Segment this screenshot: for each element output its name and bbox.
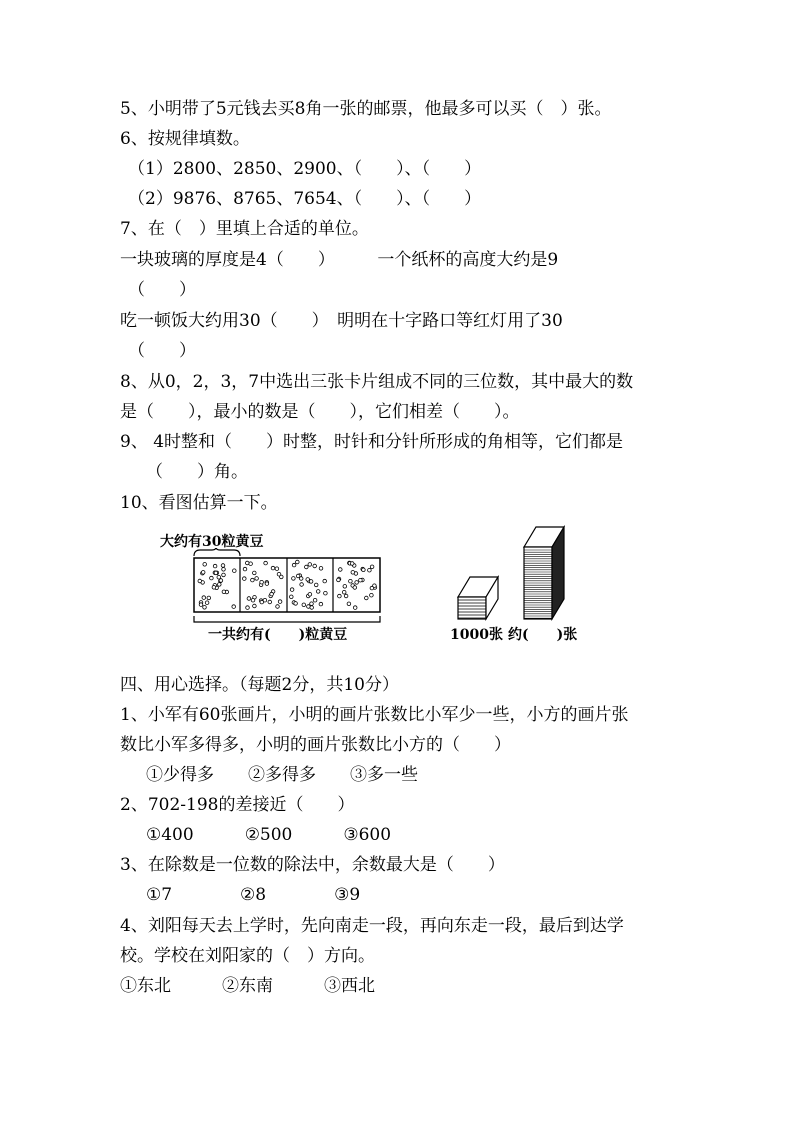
question-7-line-3: 吃一顿饭大约用30（ ） 明明在十字路口等红灯用了30: [120, 311, 563, 331]
bean-dot: [365, 596, 369, 600]
bean-dot: [370, 565, 374, 569]
bean-dot: [203, 606, 207, 610]
bean-dot: [316, 590, 320, 594]
choice-3-options: ①7 ②8 ③9: [146, 885, 361, 905]
bean-dot: [294, 602, 298, 606]
bean-dot: [199, 603, 203, 607]
bean-dot: [255, 577, 259, 581]
bean-dot: [324, 591, 328, 595]
question-6-sub-2: （2）9876、8765、7654、（ ）、（ ）: [128, 189, 482, 209]
big-stack-label: 约( )张: [508, 627, 578, 643]
bean-dot: [271, 566, 275, 570]
bean-dot: [296, 560, 300, 564]
bean-dot: [214, 571, 218, 575]
bean-dot: [292, 563, 296, 567]
small-stack-label: 1000张: [450, 627, 503, 643]
choice-3: 3、在除数是一位数的除法中，余数最大是（ ）: [120, 855, 505, 875]
bean-dot: [251, 578, 255, 582]
question-10-title: 10、看图估算一下。: [120, 493, 278, 513]
bean-dot: [308, 563, 312, 567]
bean-dot: [339, 568, 343, 572]
bean-dot: [278, 600, 282, 604]
bean-dot: [213, 564, 217, 568]
bean-dot: [265, 582, 269, 586]
bean-dot: [276, 605, 280, 609]
bean-dot: [243, 577, 247, 581]
beans-label: 大约有30粒黄豆: [160, 534, 264, 550]
bean-dot: [338, 594, 342, 598]
bean-dot: [246, 606, 250, 610]
question-8-line-1: 8、从0，2，3，7中选出三张卡片组成不同的三位数，其中最大的数: [120, 372, 634, 392]
bean-dot: [264, 561, 268, 565]
bean-dot: [217, 575, 221, 579]
choice-4-options: ①东北 ②东南 ③西北: [120, 976, 375, 996]
bean-dot: [323, 579, 327, 583]
bean-dot: [290, 588, 294, 592]
bean-dot: [251, 598, 255, 602]
bean-dot: [351, 571, 355, 575]
bean-dot: [270, 592, 274, 596]
question-7-line-4: （ ）: [128, 341, 196, 361]
bean-dot: [290, 595, 294, 599]
bean-dot: [207, 596, 211, 600]
bean-dot: [314, 583, 318, 587]
bean-dot: [275, 567, 279, 571]
bean-dot: [233, 569, 237, 573]
bean-dot: [344, 594, 348, 598]
bean-dot: [310, 602, 314, 606]
bean-dot: [221, 564, 225, 568]
bean-dot: [355, 581, 359, 585]
bean-dot: [368, 568, 372, 572]
bean-dot: [319, 567, 323, 571]
bean-dot: [337, 578, 341, 582]
bean-dot: [353, 586, 357, 590]
bean-dot: [319, 602, 323, 606]
bean-dot: [347, 602, 351, 606]
question-7-title: 7、在（ ）里填上合适的单位。: [120, 219, 369, 239]
bean-dot: [349, 579, 353, 583]
question-8-line-2: 是（ ），最小的数是（ ），它们相差（ ）。: [120, 402, 520, 422]
bean-dot: [201, 571, 205, 575]
bean-dot: [343, 585, 347, 589]
beans-total-label: 一共约有( )粒黄豆: [208, 627, 348, 643]
bean-dot: [308, 593, 312, 597]
choice-1-options: ①少得多 ②多得多 ③多一些: [146, 765, 418, 785]
choice-2-options: ①400 ②500 ③600: [146, 825, 392, 845]
bean-dot: [205, 601, 209, 605]
paper-figure: [452, 525, 572, 625]
bean-dot: [219, 579, 223, 583]
bean-dot: [218, 583, 222, 587]
bean-dot: [370, 593, 374, 597]
bean-dot: [222, 590, 226, 594]
bean-dot: [305, 565, 309, 569]
bean-dot: [253, 571, 257, 575]
bean-dot: [359, 578, 363, 582]
bean-dot: [198, 579, 202, 583]
brace: [194, 616, 380, 622]
question-5: 5、小明带了5元钱去买8角一张的邮票，他最多可以买（ ）张。: [120, 99, 612, 119]
choice-1-line-2: 数比小军多得多，小明的画片张数比小方的（ ）: [120, 735, 511, 755]
bean-dot: [232, 605, 236, 609]
bean-dot: [310, 606, 314, 610]
bean-dot: [296, 574, 300, 578]
choice-4-line-2: 校。学校在刘阳家的（ ）方向。: [120, 946, 375, 966]
bean-dot: [202, 596, 206, 600]
bean-dot: [299, 577, 303, 581]
bean-dot: [300, 583, 304, 587]
bean-dot: [353, 606, 357, 610]
choice-2: 2、702-198的差接近（ ）: [120, 795, 355, 815]
bean-dot: [263, 598, 267, 602]
bean-dot: [302, 603, 306, 607]
bean-dot: [292, 577, 296, 581]
question-9-line-2: （ ）角。: [146, 462, 248, 482]
bean-dot: [245, 561, 249, 565]
bean-dot: [313, 564, 317, 568]
bean-dot: [203, 563, 207, 567]
bean-dot: [342, 590, 346, 594]
bean-dot: [268, 600, 272, 604]
choice-4-line-1: 4、刘阳每天去上学时，先向南走一段，再向东走一段，最后到达学: [120, 916, 624, 936]
bean-dot: [309, 580, 313, 584]
bean-dot: [222, 573, 226, 577]
section-4-title: 四、用心选择。（每题2分，共10分）: [120, 675, 399, 695]
brace: [194, 548, 240, 556]
question-9-line-1: 9、 4时整和（ ）时整，时针和分针所形成的角相等，它们都是: [120, 432, 624, 452]
bean-dot: [362, 568, 366, 572]
bean-dot: [222, 568, 226, 572]
big-paper-stack: [524, 527, 564, 619]
bean-dot: [277, 572, 281, 576]
question-7-line-2: （ ）: [128, 280, 196, 300]
bean-dot: [370, 586, 374, 590]
bean-dot: [260, 580, 264, 584]
small-paper-stack: [458, 577, 498, 619]
bean-dot: [249, 562, 253, 566]
bean-dot: [350, 562, 354, 566]
beans-figure: [190, 548, 390, 628]
bean-dot: [247, 597, 251, 601]
bean-dot: [243, 567, 247, 571]
bean-dot: [306, 578, 310, 582]
question-6-sub-1: （1）2800、2850、2900、（ ）、（ ）: [128, 159, 482, 179]
bean-dot: [313, 598, 317, 602]
choice-1-line-1: 1、小军有60张画片，小明的画片张数比小军少一些，小方的画片张: [120, 705, 629, 725]
question-6-title: 6、按规律填数。: [120, 129, 250, 149]
bean-dot: [212, 586, 216, 590]
bean-dot: [210, 576, 214, 580]
bean-dot: [253, 604, 257, 608]
question-7-line-1: 一块玻璃的厚度是4（ ） 一个纸杯的高度大约是9: [120, 250, 559, 270]
